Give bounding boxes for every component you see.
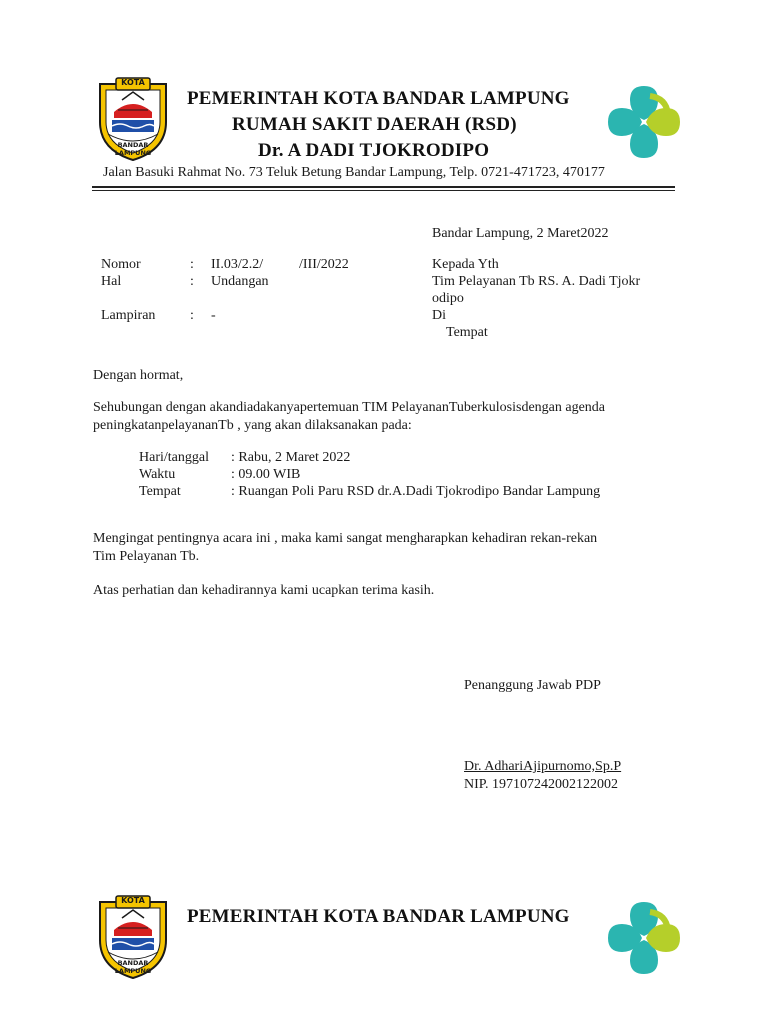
header-line-2: RUMAH SAKIT DAERAH (RSD) [232,114,517,135]
health-ministry-mark-icon [606,84,682,160]
detail-value-place: : Ruangan Poli Paru RSD dr.A.Dadi Tjokrodipo Bandar Lampung [231,484,601,499]
paragraph-2-line-1: Mengingat pentingnya acara ini , maka kami sangat mengharapkan kehadiran rekan-rekan [93,531,598,546]
recipient-line-1: Tim Pelayanan Tb RS. A. Dadi Tjokr [432,274,641,289]
footer-seal-top-text: KOTA [121,896,145,905]
detail-label-time: Waktu [139,467,176,482]
header-divider [92,186,675,188]
signature-nip: NIP. 197107242002122002 [464,777,619,792]
nomor-value-2: /III/2022 [299,257,349,272]
nomor-value: II.03/2.2/ [211,257,264,272]
paragraph-1-line-1: Sehubungan dengan akandiadakanyapertemuan TIM PelayananTuberkulosisdengan agenda [93,400,606,415]
seal-top-text: KOTA [121,78,145,87]
paragraph-3: Atas perhatian dan kehadirannya kami ucapkan terima kasih. [93,583,435,598]
lampiran-colon: : [190,308,194,323]
footer-header-line-1: PEMERINTAH KOTA BANDAR LAMPUNG [187,906,570,927]
signature-role: Penanggung Jawab PDP [464,678,601,693]
nomor-colon: : [190,257,194,272]
health-ministry-mark-icon [606,900,682,976]
recipient-tempat: Tempat [446,325,488,340]
greeting: Dengan hormat, [93,368,184,383]
hal-label: Hal [101,274,122,289]
header-address: Jalan Basuki Rahmat No. 73 Teluk Betung Bandar Lampung, Telp. 0721-471723, 470177 [103,165,605,180]
header-divider-thin [92,190,675,191]
detail-label-place: Tempat [139,484,181,499]
letter-date: Bandar Lampung, 2 Maret2022 [432,226,609,241]
hal-colon: : [190,274,194,289]
detail-value-date: : Rabu, 2 Maret 2022 [231,450,351,465]
seal-bottom-text: BANDAR LAMPUNG [114,141,152,157]
recipient-kepada: Kepada Yth [432,257,499,272]
paragraph-2-line-2: Tim Pelayanan Tb. [93,549,200,564]
paragraph-1-line-2: peningkatanpelayananTb , yang akan dilaksanakan pada: [93,418,412,433]
header-line-3: Dr. A DADI TJOKRODIPO [258,140,490,161]
signature-name: Dr. AdhariAjipurnomo,Sp.P [464,759,622,774]
footer-seal-bottom-text: BANDAR LAMPUNG [114,959,152,975]
lampiran-label: Lampiran [101,308,156,323]
detail-value-time: : 09.00 WIB [231,467,301,482]
recipient-line-2: odipo [432,291,464,306]
header-line-1: PEMERINTAH KOTA BANDAR LAMPUNG [187,88,570,109]
lampiran-value: - [211,308,216,323]
hal-value: Undangan [211,274,269,289]
recipient-di: Di [432,308,446,323]
detail-label-date: Hari/tanggal [139,450,209,465]
nomor-label: Nomor [101,257,141,272]
